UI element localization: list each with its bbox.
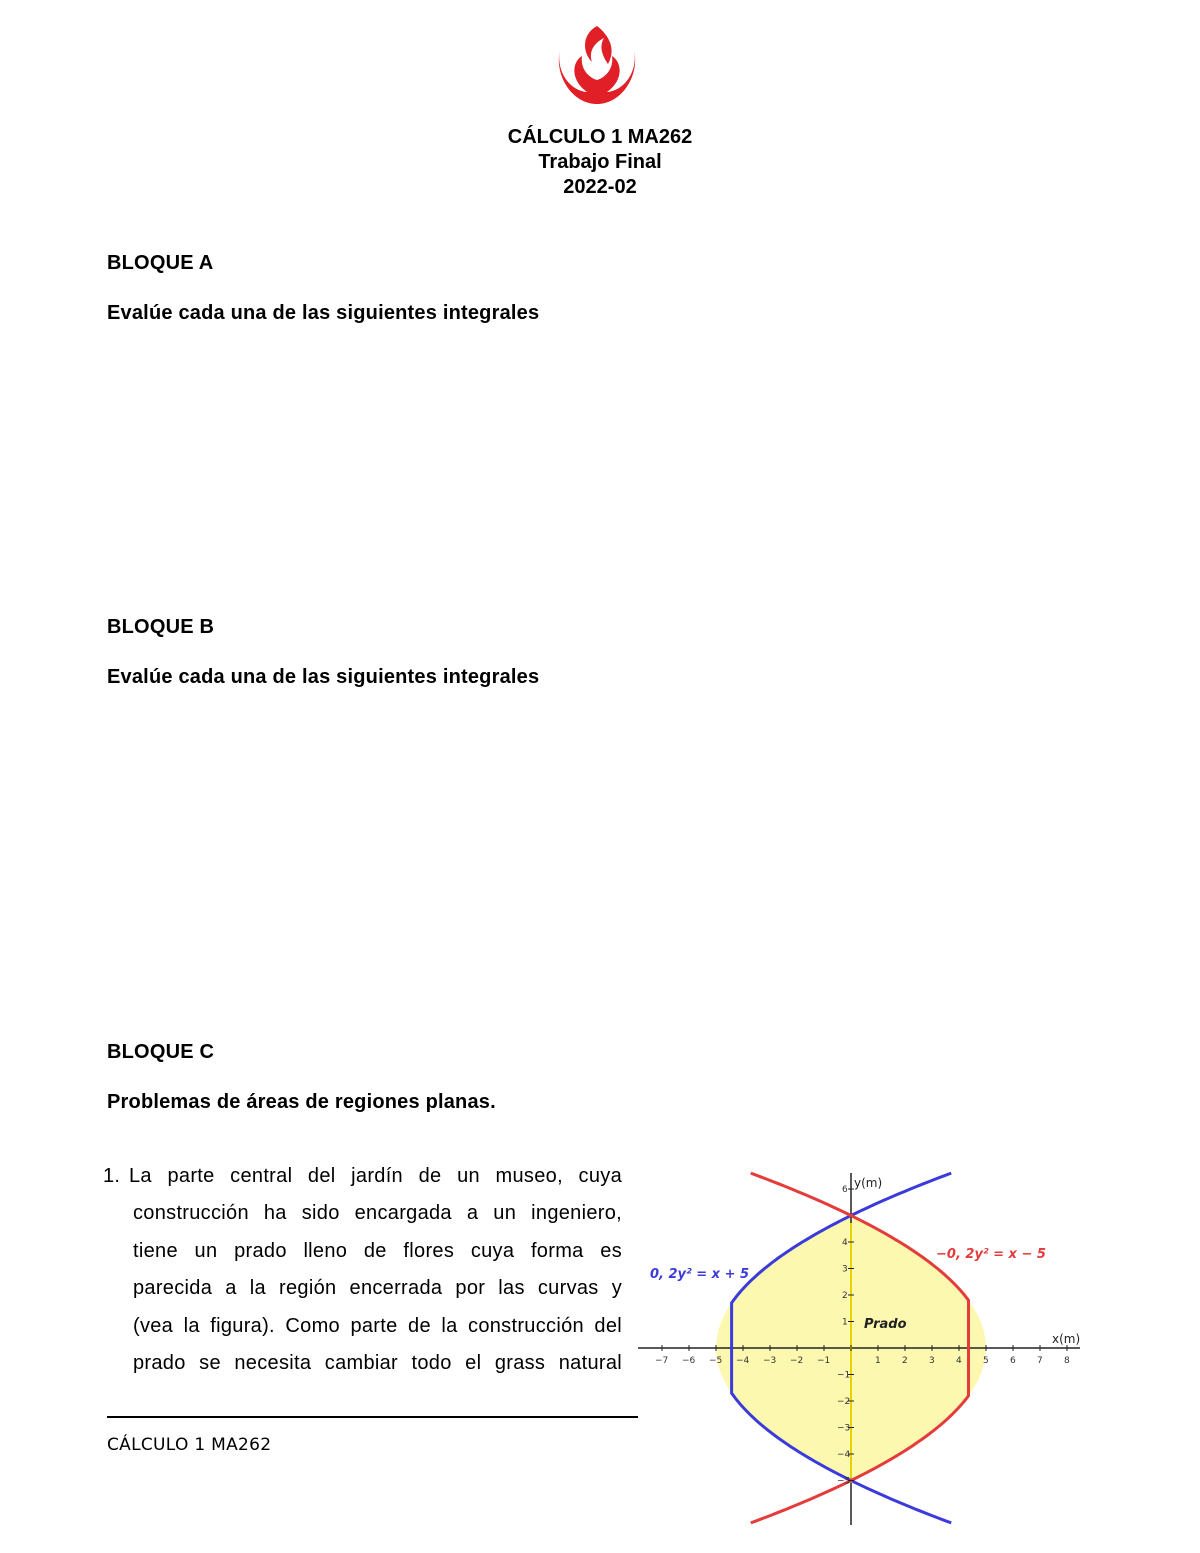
x-axis-label: x(m) xyxy=(1052,1332,1081,1346)
problem-line: tiene un prado lleno de flores cuya forma es xyxy=(133,1239,622,1262)
x-tick-label: −1 xyxy=(817,1356,831,1366)
x-tick-label: −6 xyxy=(682,1356,696,1366)
y-tick-label: 4 xyxy=(842,1238,848,1248)
region-label: Prado xyxy=(864,1317,907,1332)
term: 2022-02 xyxy=(563,176,637,198)
problem-1-text xyxy=(103,1158,622,1382)
x-tick-label: 6 xyxy=(1010,1356,1016,1366)
problem-line: (vea la figura). Como parte de la construcción del xyxy=(133,1314,622,1337)
bloque-a-instruction: Evalúe cada una de las siguientes integrales xyxy=(107,302,540,324)
upc-flame-logo xyxy=(552,20,642,106)
problem-number: 1. xyxy=(103,1165,121,1187)
problem-line: parecida a la región encerrada por las curvas y xyxy=(133,1277,622,1300)
red-curve-label: −0, 2y² = x − 5 xyxy=(936,1247,1046,1262)
course-title: CÁLCULO 1 MA262 xyxy=(507,126,693,148)
problem-line: prado se necesita cambiar todo el grass natural xyxy=(133,1352,622,1375)
footer-rule xyxy=(107,1416,638,1418)
y-tick-label: −2 xyxy=(837,1397,851,1407)
x-tick-label: 4 xyxy=(956,1356,962,1366)
x-tick-label: 7 xyxy=(1037,1356,1043,1366)
bloque-b-heading: BLOQUE B xyxy=(107,616,215,638)
y-tick-label: 2 xyxy=(842,1291,848,1301)
y-axis-label: y(m) xyxy=(854,1176,883,1190)
x-tick-label: −5 xyxy=(709,1356,723,1366)
x-tick-label: −2 xyxy=(790,1356,804,1366)
bloque-c-heading: BLOQUE C xyxy=(107,1041,215,1063)
bloque-c-instruction: Problemas de áreas de regiones planas. xyxy=(107,1091,496,1113)
x-tick-label: −4 xyxy=(736,1356,750,1366)
y-tick-label: −5 xyxy=(837,1476,851,1487)
y-tick-label: 6 xyxy=(842,1185,848,1195)
x-tick-label: −7 xyxy=(655,1356,669,1366)
blue-curve-label: 0, 2y² = x + 5 xyxy=(650,1267,750,1282)
y-tick-label: −3 xyxy=(837,1423,851,1434)
document-header xyxy=(0,125,1200,200)
footer-text: CÁLCULO 1 MA262 xyxy=(107,1435,272,1455)
problem-line: construcción ha sido encargada a un ingeniero, xyxy=(133,1202,622,1225)
x-tick-label: 1 xyxy=(875,1356,881,1366)
bloque-b-instruction: Evalúe cada una de las siguientes integrales xyxy=(107,666,540,688)
problem-line: 1. La parte central del jardín de un museo, cuya xyxy=(103,1158,622,1195)
y-tick-label: −4 xyxy=(837,1450,851,1460)
y-tick-label: 1 xyxy=(842,1317,848,1328)
assignment-title: Trabajo Final xyxy=(538,151,662,173)
prado-figure xyxy=(630,1165,1100,1525)
y-tick-label: −1 xyxy=(837,1370,851,1381)
bloque-a-heading: BLOQUE A xyxy=(107,252,214,274)
x-tick-label: 2 xyxy=(902,1356,908,1366)
x-tick-label: 5 xyxy=(983,1356,989,1366)
x-tick-label: 8 xyxy=(1064,1356,1070,1366)
x-tick-label: 3 xyxy=(929,1356,935,1366)
x-tick-label: −3 xyxy=(763,1356,777,1366)
y-tick-label: 3 xyxy=(842,1264,848,1275)
